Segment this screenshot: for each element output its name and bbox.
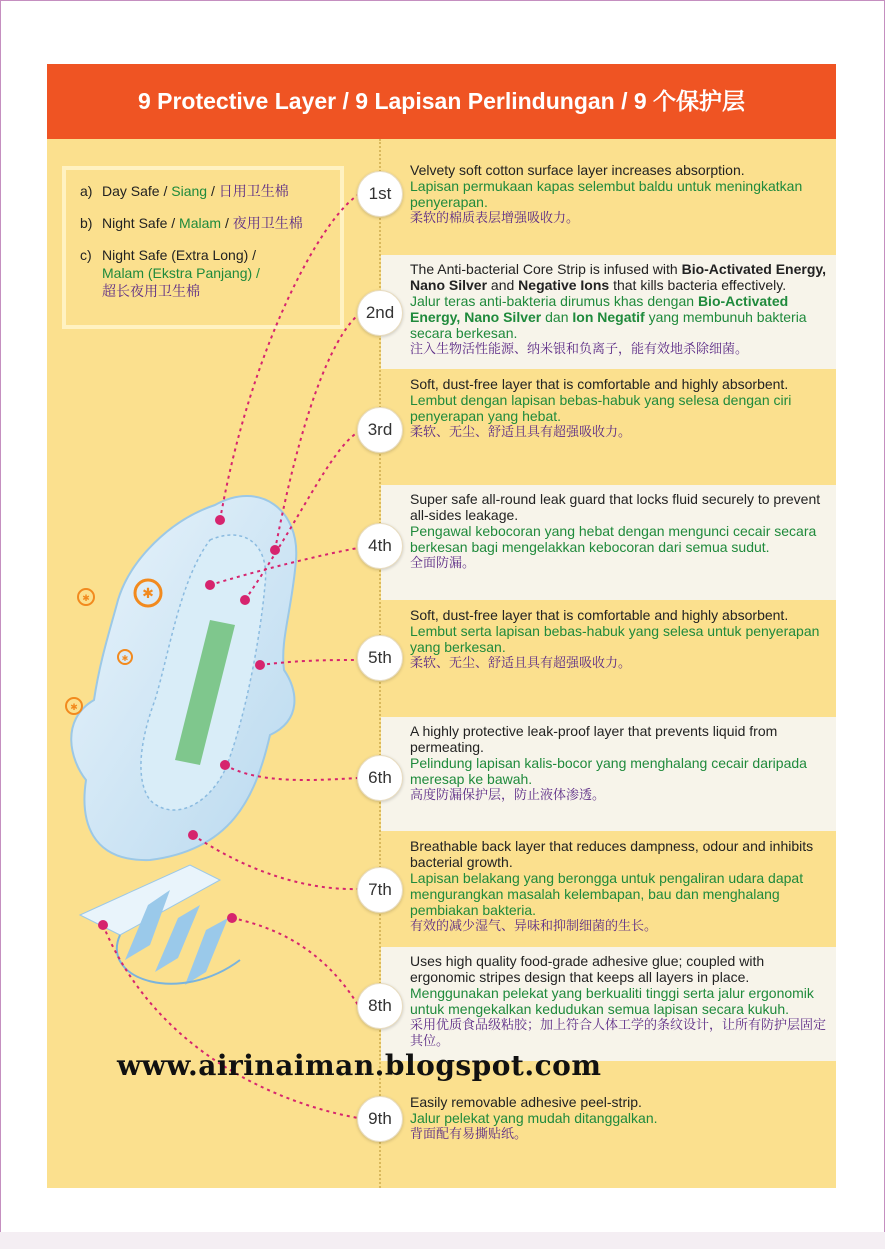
layer-badge-2: 2nd — [357, 290, 403, 336]
layer-ms: Lapisan permukaan kapas selembut baldu untuk meningkatkan penyerapan. — [410, 178, 803, 210]
variant-sep: / — [167, 215, 180, 231]
page-title: 9 Protective Layer / 9 Lapisan Perlindungan / 9 个保护层 — [47, 64, 836, 139]
variant-marker: a) — [80, 183, 93, 199]
variant-ms: Malam (Ekstra Panjang) / — [102, 265, 260, 281]
layer-en: Super safe all-round leak guard that locks fluid securely to prevent all-sides leakage. — [410, 491, 821, 523]
layer-badge-1: 1st — [357, 171, 403, 217]
layer-en: Velvety soft cotton surface layer increases absorption. — [410, 162, 745, 178]
layer-zh: 采用优质食品级粘胶；加上符合人体工学的条纹设计，让所有防护层固定其位。 — [410, 1017, 827, 1048]
layer-en: Breathable back layer that reduces dampness, odour and inhibits bacterial growth. — [410, 838, 814, 870]
layer-zh: 高度防漏保护层，防止液体渗透。 — [410, 787, 606, 802]
layer-badge-5: 5th — [357, 635, 403, 681]
layer-zh: 背面配有易撕贴纸。 — [410, 1126, 528, 1141]
layer-ms: Lembut dengan lapisan bebas-habuk yang selesa dengan ciri penyerapan yang hebat. — [410, 392, 792, 424]
layer-badge-3: 3rd — [357, 407, 403, 453]
layer-zh: 有效的减少湿气、异味和抑制细菌的生长。 — [410, 918, 658, 933]
svg-text:✱: ✱ — [70, 703, 78, 713]
sparkle-icon — [66, 698, 82, 714]
adhesive-stripe — [155, 905, 200, 972]
sparkle-icon — [78, 589, 94, 605]
adhesive-stripe — [185, 918, 228, 985]
connector-1 — [220, 195, 358, 520]
bottom-strip — [0, 1232, 885, 1249]
variant-zh: 日用卫生棉 — [218, 183, 289, 199]
layer-badge-8: 8th — [357, 983, 403, 1029]
layer-en: A highly protective leak-proof layer that prevents liquid from permeating. — [410, 723, 778, 755]
layer-zh: 注入生物活性能源、纳米银和负离子，能有效地杀除细菌。 — [410, 341, 749, 356]
layer-ms: Lembut serta lapisan bebas-habuk yang selesa untuk penyerapan yang berkesan. — [410, 623, 820, 655]
layer-en: Uses high quality food-grade adhesive glue; coupled with ergonomic stripes design that keeps all layers in place. — [410, 953, 765, 985]
layer-badge-9: 9th — [357, 1096, 403, 1142]
connector-8 — [232, 918, 358, 1005]
layer-en: Soft, dust-free layer that is comfortable and highly absorbent. — [410, 376, 789, 392]
watermark-url: www.airinaiman.blogspot.com — [117, 1049, 602, 1082]
variant-en: Day Safe — [102, 183, 160, 199]
variant-en: Night Safe (Extra Long) / — [102, 247, 257, 263]
layer-badge-7: 7th — [357, 867, 403, 913]
layer-badge-6: 6th — [357, 755, 403, 801]
svg-text:✱: ✱ — [82, 594, 90, 604]
variant-sep: / — [221, 215, 233, 231]
layer-en: Easily removable adhesive peel-strip. — [410, 1094, 642, 1110]
variant-sep: / — [207, 183, 219, 199]
variant-marker: c) — [80, 247, 92, 263]
variant-sep: / — [159, 183, 172, 199]
variant-zh: 夜用卫生棉 — [232, 215, 303, 231]
svg-text:✱: ✱ — [121, 654, 129, 663]
layer-en: Soft, dust-free layer that is comfortable and highly absorbent. — [410, 607, 789, 623]
connector-2 — [275, 315, 358, 550]
layer-zh: 柔软的棉质表层增强吸收力。 — [410, 210, 580, 225]
variant-ms: Siang — [171, 183, 208, 199]
variant-zh: 超长夜用卫生棉 — [102, 283, 200, 299]
layer-zh: 柔软、无尘、舒适且具有超强吸收力。 — [410, 424, 632, 439]
layer-en: The Anti-bacterial Core Strip is infused with Bio-Activated Energy, Nano Silver and Negative Ions that kills bacteria effectively. — [410, 261, 827, 293]
layer-ms: Pengawal kebocoran yang hebat dengan mengunci cecair secara berkesan bagi mengelakkan kebocoran dari semua sudut. — [410, 523, 817, 555]
layer-ms: Lapisan belakang yang berongga untuk pengaliran udara dapat mengurangkan masalah kelembapan, bau dan menghalang pembiakan bakteria. — [410, 870, 804, 918]
layer-ms: Jalur teras anti-bakteria dirumus khas dengan Bio-Activated Energy, Nano Silver dan Ion Negatif yang membunuh bakteria secara berkesan. — [410, 293, 807, 341]
layer-ms: Menggunakan pelekat yang berkualiti tinggi serta jalur ergonomik untuk mengekalkan kedudukan semua lapisan secara kukuh. — [410, 985, 814, 1017]
layer-zh: 柔软、无尘、舒适且具有超强吸收力。 — [410, 655, 632, 670]
layer-ms: Pelindung lapisan kalis-bocor yang menghalang cecair daripada meresap ke bawah. — [410, 755, 807, 787]
connector-9 — [103, 925, 358, 1118]
variant-en: Night Safe — [102, 215, 168, 231]
svg-text:✱: ✱ — [142, 586, 154, 602]
variant-marker: b) — [80, 215, 93, 231]
variant-ms: Malam — [179, 215, 222, 231]
layer-zh: 全面防漏。 — [410, 555, 476, 570]
layer-ms: Jalur pelekat yang mudah ditanggalkan. — [410, 1110, 658, 1126]
layer-badge-4: 4th — [357, 523, 403, 569]
